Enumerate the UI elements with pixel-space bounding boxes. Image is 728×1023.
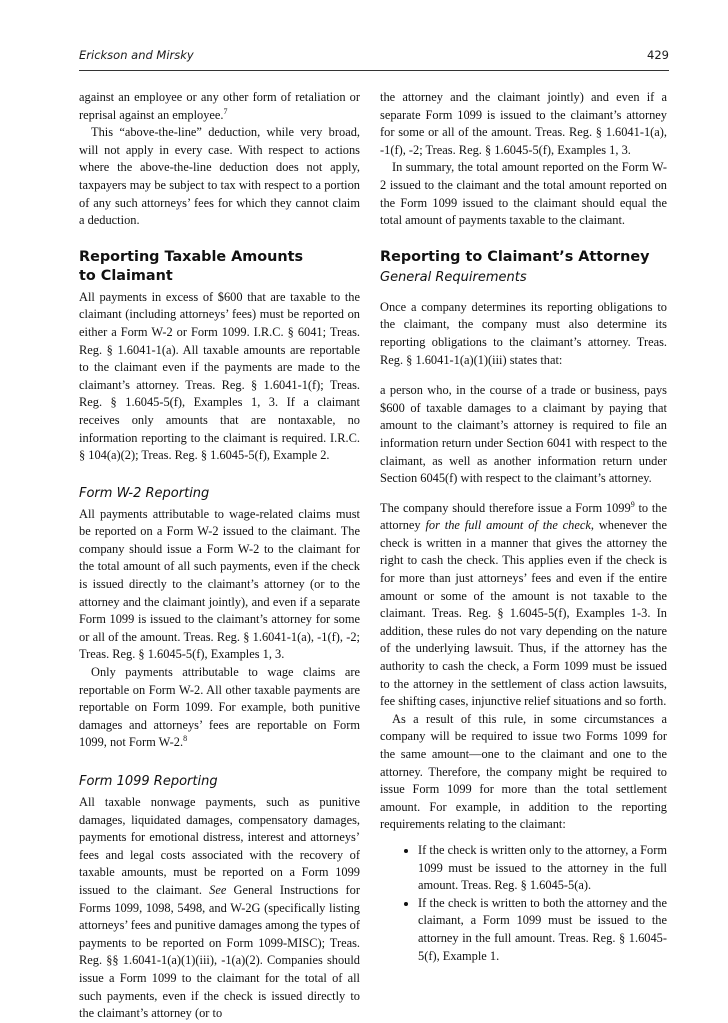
section-heading-claimant-attorney: Reporting to Claimant’s Attorney [380, 248, 650, 265]
list-item: • If the check is written only to the attorney, a Form 1099 must be issued to the attorney in the full amount. Treas. Reg. § 1.6045-5(a). [418, 842, 667, 895]
right-column [380, 89, 667, 965]
paragraph: In summary, the total amount reported on the Form W-2 issued to the claimant and the total amount reported on the Form 1099 issued to the claimant should equal the total amount of payments taxable to the claimant. [380, 160, 667, 228]
paragraph: Only payments attributable to wage claims are reportable on Form W-2. All other taxable payments are reportable on Form 1099. For example, both punitive damages and attorneys’ fees are reportable on Form 1099, not Form W-2.$^8$ [79, 665, 360, 750]
paragraph: the attorney and the claimant jointly) and even if a separate Form 1099 is issued to the claimant’s attorney for some or all of the amount. Treas. Reg. § 1.6041-1(a), -1(f), -2; Treas. Reg. § 1.6045-5(f), Examples 1, 3. [380, 90, 667, 157]
subsection-heading-1099: Form 1099 Reporting [79, 774, 218, 789]
list-item: • If the check is written to both the attorney and the claimant, a Form 1099 must be issued to the attorney in the full amount. Treas. Reg. § 1.6045-5(f), Example 1. [418, 895, 667, 965]
paragraph: As a result of this rule, in some circumstances a company will be required to issue two Forms 1099 for the same amount—one to the claimant and one to the attorney. Therefore, the company might be required to issue Form 1099 for more than the total settlement amount. For example, in addition to the reporting requirements relating to the claimant: [380, 711, 667, 832]
running-header [79, 48, 669, 68]
subsection-heading-general: General Requirements [380, 269, 527, 285]
paragraph: All taxable nonwage payments, such as punitive damages, liquidated damages, compensatory damages, payments for emotional distress, interest and attorneys’ fees and legal costs associated with the recovery of taxable amounts, must be reported on a Form 1099 issued to the claimant. See General Instructions for Forms 1099, 1098, 5498, and W-2G (specifically listing attorneys’ fees and punitive damages among the types of payments to be reported on Form 1099-MISC); Treas. Reg. §§ 1.6041-1(a)(1)(iii), -1(a)(2). Companies should issue a Form 1099 to the claimant for the total of all such payments, even if the check is issued directly to the claimant’s attorney (or to [79, 795, 360, 1021]
left-column [79, 89, 360, 1023]
paragraph: The company should therefore issue a Form 1099$^9$ to the attorney for the full amount of the check, whenever the check is written in a manner that gives the attorney the right to cash the check. This applies even if the check is for more than just attorneys’ fees and even if the entire amount or some of the amount is not taxable to the claimant. Treas. Reg. § 1.6045-5(f), Examples 1-3. In addition, these rules do not vary depending on the nature of the underlying lawsuit. Thus, if the attorney has the authority to cash the check, a Form 1099 must be issued to the attorney in the settlement of class action lawsuits, fee shifting cases, injunctive relief situations and so forth. [380, 499, 668, 709]
bullet-list [380, 842, 667, 965]
footnote-ref[interactable]: 9 [630, 499, 635, 509]
section-heading-reporting-taxable: Reporting Taxable Amounts to Claimant [79, 248, 304, 284]
header-rule [79, 70, 669, 71]
running-header-authors: Erickson and Mirsky [79, 48, 194, 62]
page-number: 429 [647, 48, 669, 62]
footnote-ref[interactable]: 8 [183, 734, 188, 744]
paragraph: Once a company determines its reporting obligations to the claimant, the company must also determine its reporting obligations to the claimant’s attorney. Treas. Reg. § 1.6041-1(a)(1)(iii) states that: [380, 299, 667, 367]
block-quote: a person who, in the course of a trade or business, pays $600 of taxable damages to a claimant by paying that amount to the claimant’s attorney is required to file an information return under Section 6041 with respect to the claimant, as well as another information return under Section 6045(f) with respect to the claimant’s attorney. [380, 383, 667, 486]
subsection-heading-w2: Form W-2 Reporting [79, 485, 210, 501]
footnote-ref[interactable]: 7 [223, 106, 228, 116]
paragraph: All payments in excess of $600 that are taxable to the claimant (including attorneys’ fees) must be reported on either a Form W-2 or Form 1099. I.R.C. § 6041; Treas. Reg. § 1.6041-1(a). All taxable amounts are reportable to the claimant even if the payments are made to the claimant’s attorney. Treas. Reg. § 1.6041-1(f); Treas. Reg. § 1.6045-5(f), Examples 1, 3. If a claimant receives only amounts that are nontaxable, no information reporting to the claimant is required. I.R.C. § 104(a)(2); Treas. Reg. § 1.6045-5(f), Example 2. [79, 289, 360, 463]
paragraph: This “above-the-line” deduction, while very broad, will not apply in every case. With respect to actions where the above-the-line deduction does not apply, taxpayers may be subject to tax with respect to a portion of any such attorneys’ fees for which they cannot claim a deduction. [79, 125, 360, 228]
paragraph: against an employee or any other form of retaliation or reprisal against an employee.$^7$ [79, 90, 360, 122]
paragraph: All payments attributable to wage-related claims must be reported on a Form W-2 issued to the claimant. The company should issue a Form W-2 to the claimant for the total amount of all such payments, even if the check is issued directly to the claimant’s attorney (or to the attorney and the claimant jointly), and even if a separate Form 1099 is issued to the claimant’s attorney for some or all of the amount. Treas. Reg. § 1.6041-1(a), -1(f), -2; Treas. Reg. § 1.6045-5(f), Examples 1, 3. [79, 506, 360, 662]
